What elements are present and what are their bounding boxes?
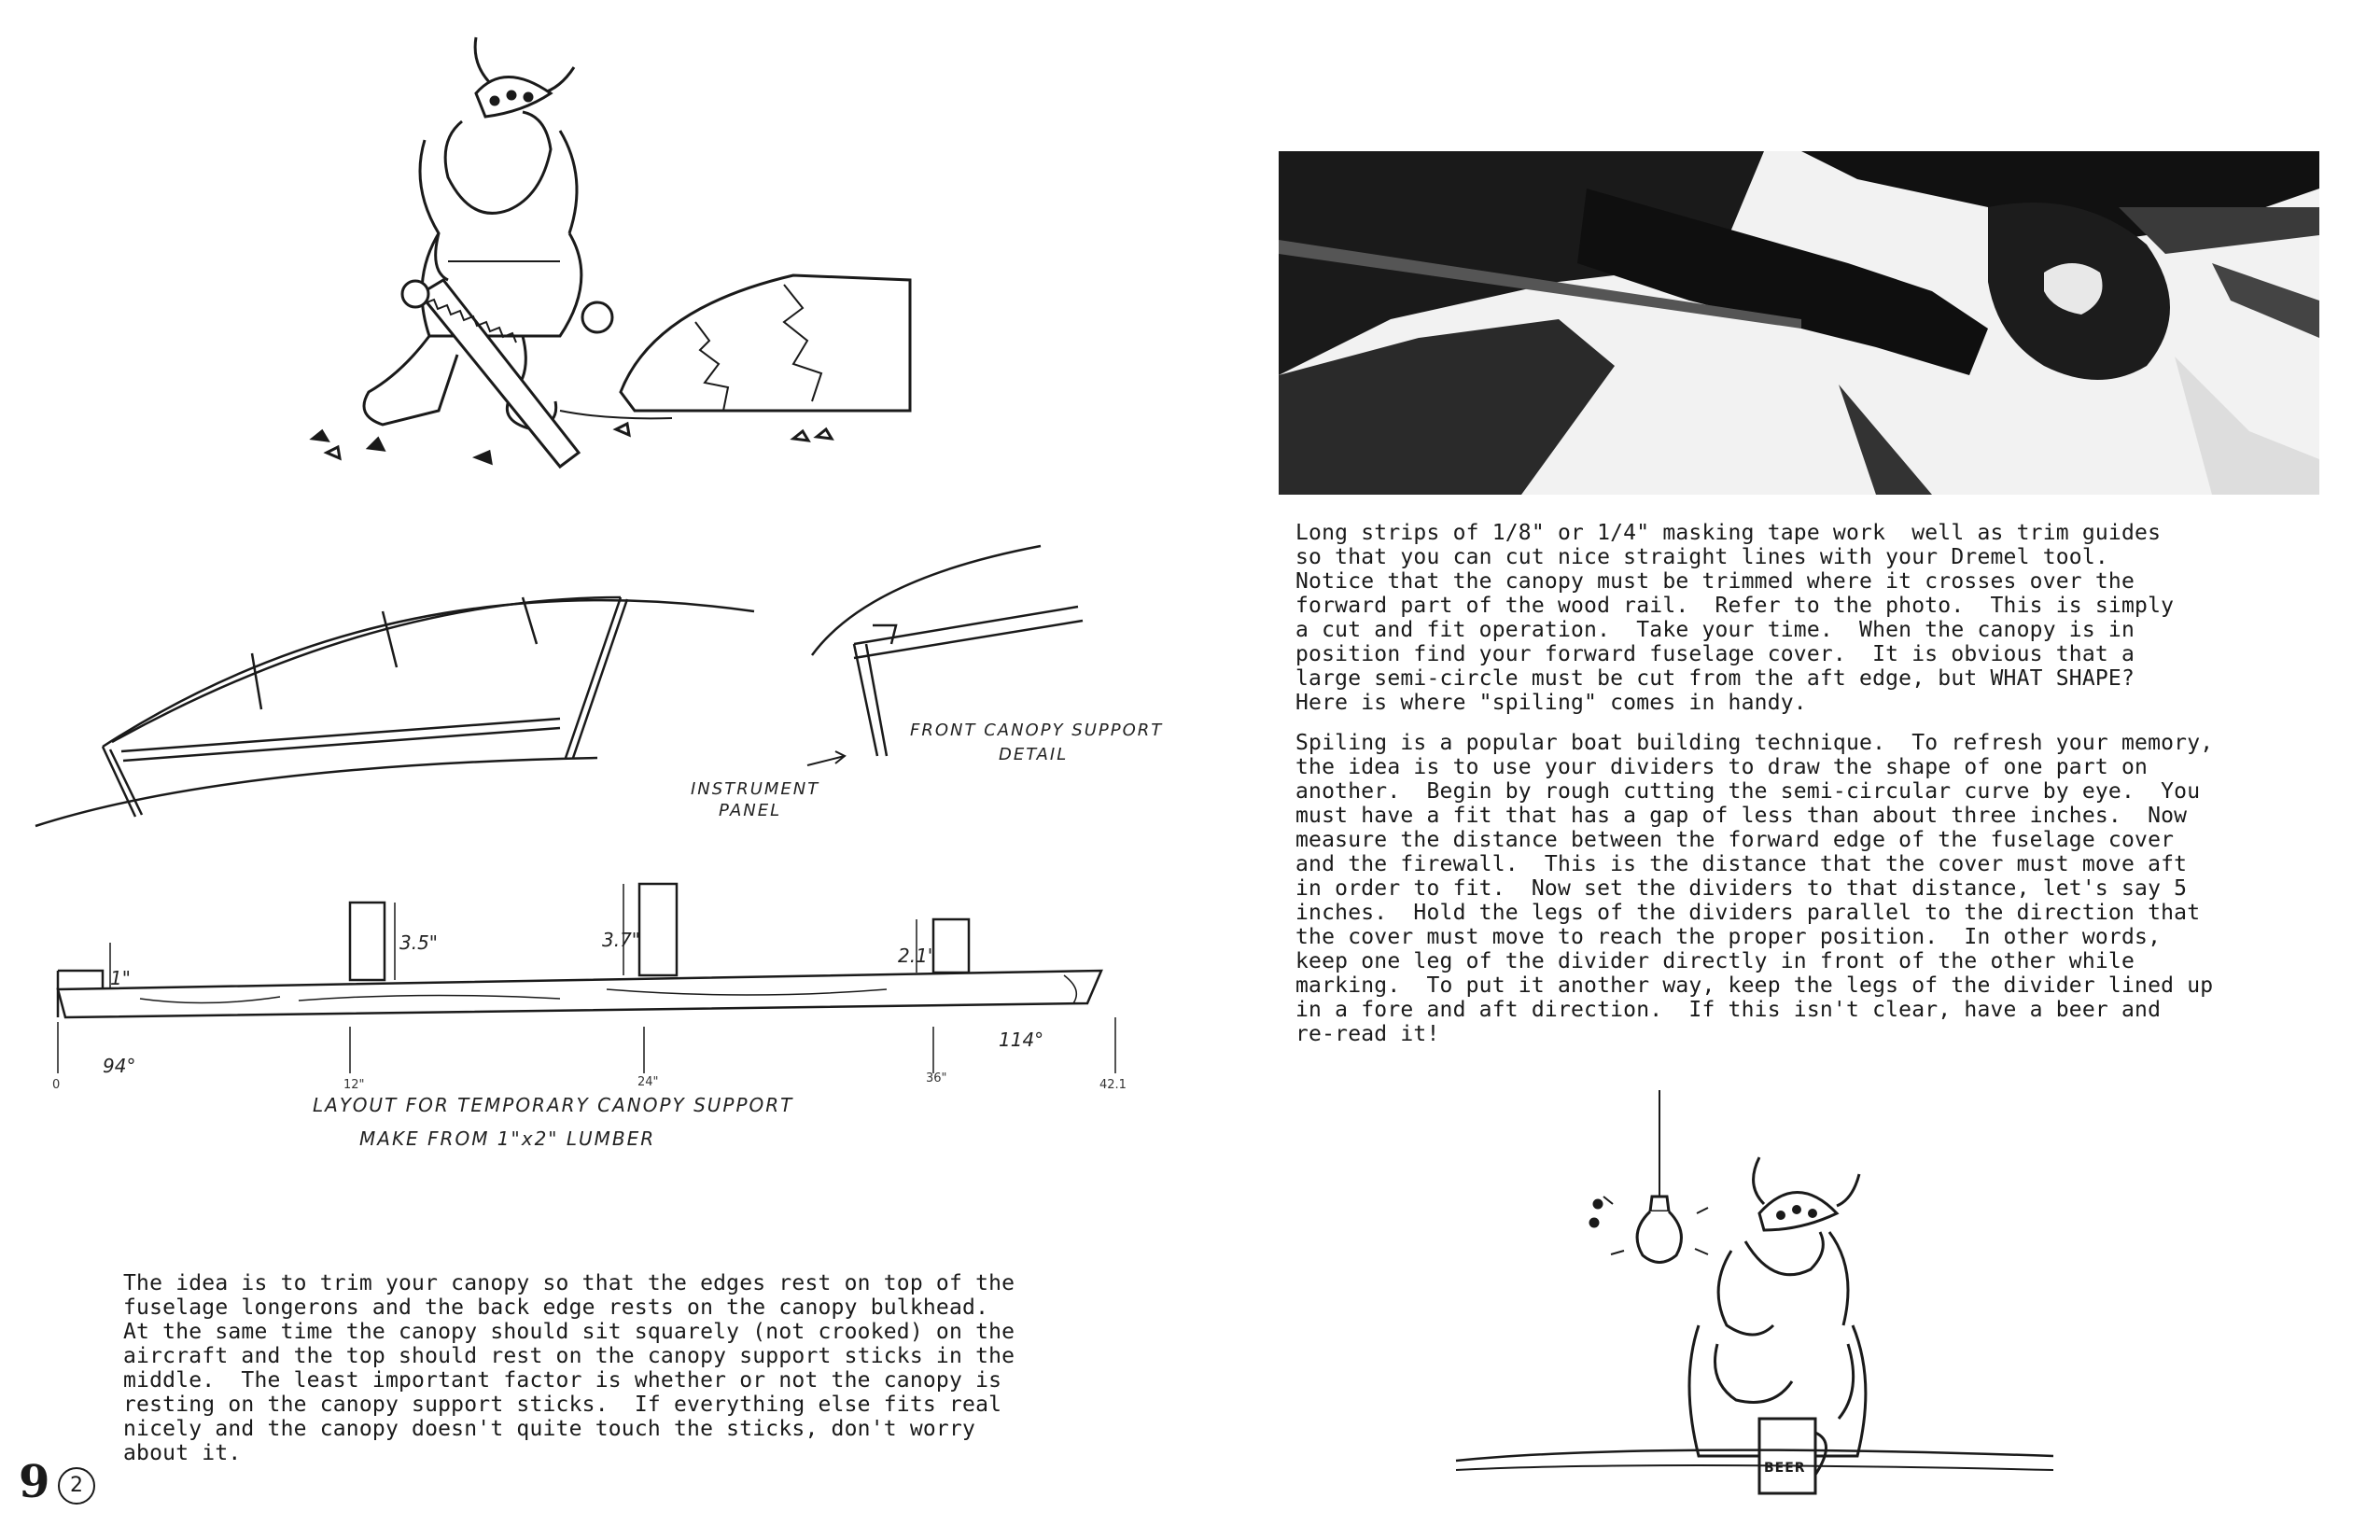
instrument-panel-label-2: PANEL [719, 801, 782, 820]
text-line: Here is where "spiling" comes in handy. [1295, 691, 1807, 715]
text-line: and the firewall. This is the distance that the cover must move aft [1295, 852, 2188, 876]
text-line: the idea is to use your dividers to draw the shape of one part on [1295, 755, 2149, 779]
text-line: nicely and the canopy doesn't quite touch the sticks, don't worry [123, 1417, 976, 1441]
text-line: Spiling is a popular boat building technique. To refresh your memory, [1295, 731, 2214, 755]
text-line: must have a fit that has a gap of less than about three inches. Now [1295, 804, 2188, 828]
text-line: fuselage longerons and the back edge rests on the canopy bulkhead. [123, 1295, 989, 1320]
dim-1in: 1" [110, 967, 131, 989]
page-sub-number: 2 [58, 1467, 95, 1505]
angle-94: 94° [103, 1055, 136, 1077]
tick-42-1: 42.1 [1099, 1078, 1127, 1092]
text-line: resting on the canopy support sticks. If everything else fits real [123, 1393, 1002, 1417]
text-line: At the same time the canopy should sit squarely (not crooked) on the [123, 1320, 1015, 1344]
text-line: in order to fit. Now set the dividers to that distance, let's say 5 [1295, 876, 2188, 901]
text-line: the cover must move to reach the proper position. In other words, [1295, 925, 2162, 949]
dim-3-7in: 3.7" [602, 929, 641, 951]
text-line: aircraft and the top should rest on the canopy support sticks in the [123, 1344, 1015, 1368]
tick-0: 0 [52, 1078, 61, 1092]
dim-2-1in: 2.1" [898, 945, 937, 967]
text-line: middle. The least important factor is whether or not the canopy is [123, 1368, 1002, 1393]
text-line: about it. [123, 1441, 242, 1465]
text-line: marking. To put it another way, keep the legs of the divider lined up [1295, 973, 2214, 998]
text-line: Long strips of 1/8" or 1/4" masking tape work well as trim guides [1295, 521, 2162, 545]
layout-caption-lumber: MAKE FROM 1"x2" LUMBER [359, 1127, 656, 1150]
dim-3-5in: 3.5" [399, 931, 439, 954]
tick-36: 36" [926, 1071, 947, 1085]
text-line: position find your forward fuselage cover. It is obvious that a [1295, 642, 2135, 666]
text-line: inches. Hold the legs of the dividers parallel to the direction that [1295, 901, 2201, 925]
page-number: 9 [19, 1456, 50, 1508]
front-support-label: FRONT CANOPY SUPPORT [910, 721, 1164, 740]
mug-label: BEER [1764, 1461, 1806, 1476]
text-line: Notice that the canopy must be trimmed where it crosses over the [1295, 569, 2135, 594]
text-line: another. Begin by rough cutting the semi-circular curve by eye. You [1295, 779, 2201, 804]
text-line: so that you can cut nice straight lines with your Dremel tool. [1295, 545, 2108, 569]
text-line: measure the distance between the forward edge of the fuselage cover [1295, 828, 2175, 852]
tick-12: 12" [343, 1078, 365, 1092]
text-line: keep one leg of the divider directly in front of the other while [1295, 949, 2135, 973]
tick-24: 24" [637, 1075, 659, 1089]
angle-114: 114° [999, 1029, 1044, 1051]
text-line: The idea is to trim your canopy so that the edges rest on top of the [123, 1271, 1015, 1295]
text-line: large semi-circle must be cut from the aft edge, but WHAT SHAPE? [1295, 666, 2135, 691]
front-support-label-detail: DETAIL [999, 745, 1069, 764]
instrument-panel-label: INSTRUMENT [691, 779, 820, 799]
text-line: a cut and fit operation. Take your time. When the canopy is in [1295, 618, 2135, 642]
text-line: re-read it! [1295, 1022, 1440, 1046]
text-line: forward part of the wood rail. Refer to the photo. This is simply [1295, 594, 2175, 618]
layout-caption: LAYOUT FOR TEMPORARY CANOPY SUPPORT [313, 1094, 794, 1116]
text-line: in a fore and aft direction. If this isn't clear, have a beer and [1295, 998, 2162, 1022]
